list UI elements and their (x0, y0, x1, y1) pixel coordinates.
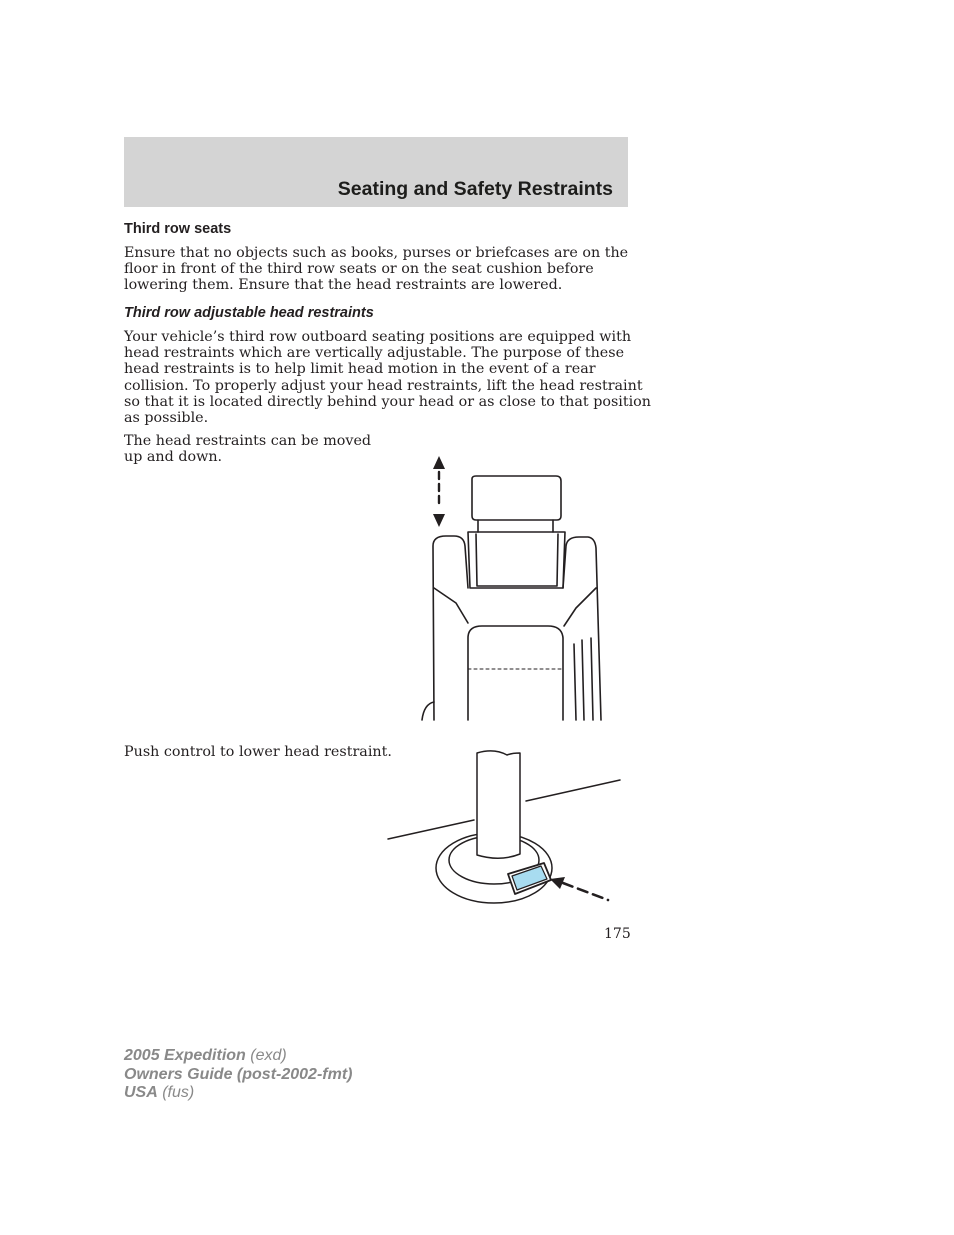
section-title: Seating and Safety Restraints (337, 178, 613, 200)
head-restraint-release-button-illustration (384, 746, 624, 906)
footer-line-model: 2005 Expedition (exd) (124, 1047, 287, 1064)
footer-line-guide: Owners Guide (post-2002-fmt) (124, 1065, 353, 1083)
text-line: The head restraints can be moved (124, 433, 372, 449)
text-line: collision. To properly adjust your head restraints, lift the head restraint (124, 377, 643, 394)
text-line: head restraints is to help limit head motion in the event of a rear (124, 361, 596, 378)
text-line: Your vehicle’s third row outboard seating positions are equipped with (124, 329, 632, 345)
paragraph-head-restraints (124, 329, 651, 427)
page-number: 175 (604, 926, 631, 942)
text-line: floor in front of the third row seats or on the seat cushion before (124, 261, 594, 278)
text-line: head restraints which are vertically adjustable. The purpose of these (124, 345, 625, 362)
text-line: Ensure that no objects such as books, purses or briefcases are on the (124, 245, 629, 261)
seat-head-restraint-up-down-illustration (416, 448, 606, 723)
text-line: up and down. (124, 449, 223, 466)
text-line: Push control to lower head restraint. (124, 744, 392, 760)
section-header-band (124, 137, 628, 207)
footer-line-market: USA (fus) (124, 1084, 195, 1101)
text-line: as possible. (124, 410, 209, 427)
text-line: so that it is located directly behind your head or as close to that position (124, 393, 651, 410)
paragraph-third-row-seats (124, 245, 644, 294)
heading-third-row-seats: Third row seats (124, 221, 232, 237)
document-footer (124, 1047, 352, 1103)
text-line: lowering them. Ensure that the head restraints are lowered. (124, 277, 563, 294)
heading-adjustable-head-restraints: Third row adjustable head restraints (124, 305, 374, 321)
